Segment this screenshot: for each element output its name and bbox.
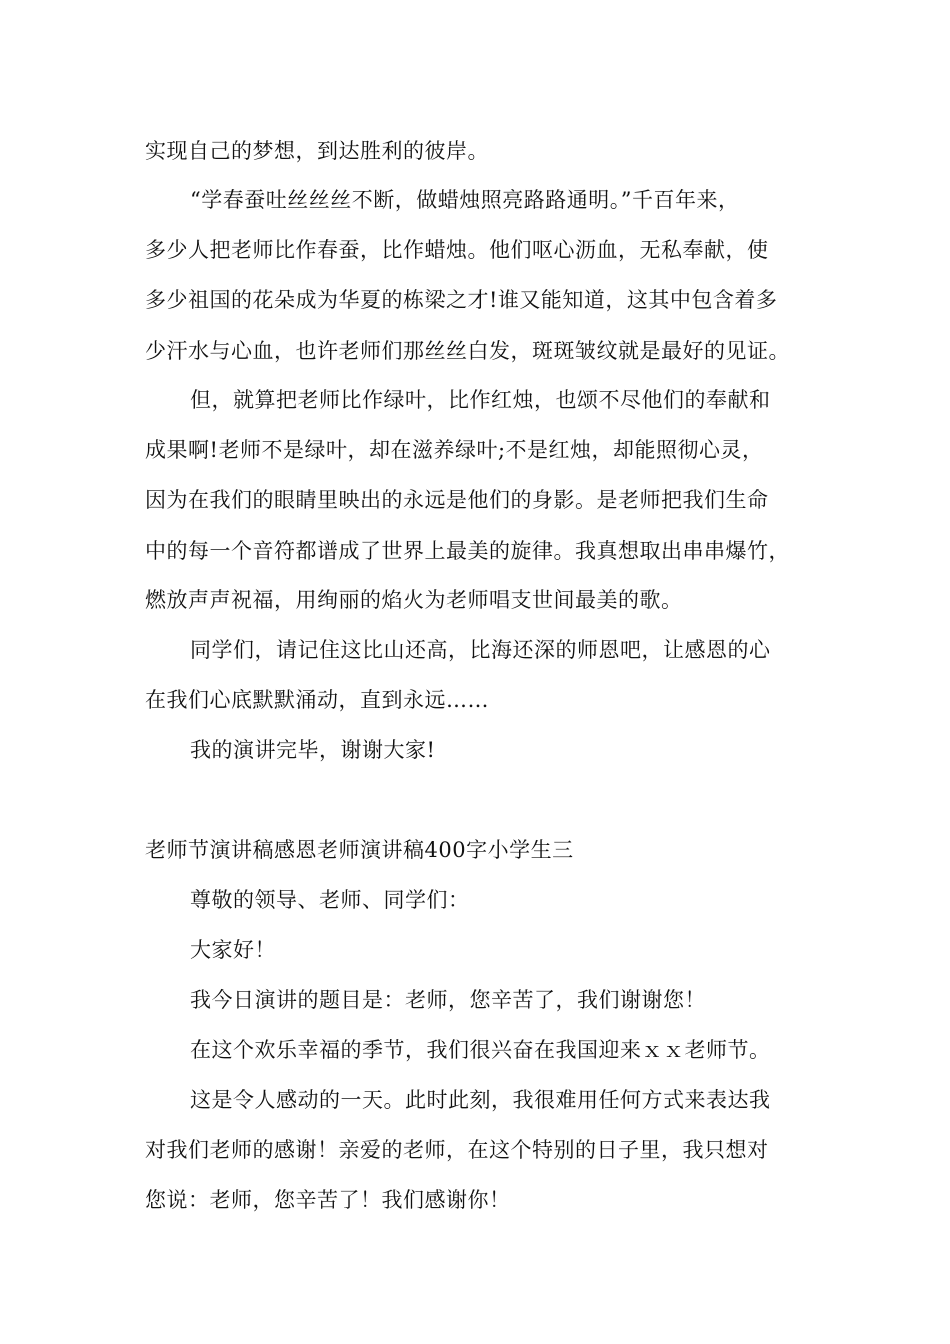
paragraph-line: 燃放声声祝福，用绚丽的焰火为老师唱支世间最美的歌。 xyxy=(145,588,683,612)
paragraph-line: 成果啊!老师不是绿叶，却在滋养绿叶;不是红烛，却能照彻心灵， xyxy=(145,438,764,462)
paragraph-line: 大家好！ xyxy=(190,938,276,962)
paragraph-line: 多少人把老师比作春蚕，比作蜡烛。他们呕心沥血，无私奉献，使 xyxy=(145,238,769,262)
section-title: 老师节演讲稿感恩老师演讲稿400字小学生三 xyxy=(145,838,574,862)
paragraph-line: 这是令人感动的一天。此时此刻，我很难用任何方式来表达我 xyxy=(190,1088,771,1112)
paragraph-line: 同学们，请记住这比山还高，比海还深的师恩吧，让感恩的心 xyxy=(190,638,771,662)
paragraph-line: 在我们心底默默涌动，直到永远…… xyxy=(145,688,489,712)
paragraph-line: 实现自己的梦想，到达胜利的彼岸。 xyxy=(145,139,489,163)
paragraph-line: 少汗水与心血，也许老师们那丝丝白发，斑斑皱纹就是最好的见证。 xyxy=(145,339,790,363)
paragraph-line: 我的演讲完毕，谢谢大家! xyxy=(190,738,436,762)
paragraph-line: 因为在我们的眼睛里映出的永远是他们的身影。是老师把我们生命 xyxy=(145,488,769,512)
paragraph-line: “学春蚕吐丝丝丝不断，做蜡烛照亮路路通明。”千百年来， xyxy=(190,188,740,212)
paragraph-line: 您说：老师，您辛苦了！我们感谢你！ xyxy=(145,1188,511,1212)
paragraph-line: 中的每一个音符都谱成了世界上最美的旋律。我真想取出串串爆竹， xyxy=(145,539,790,563)
paragraph-line: 在这个欢乐幸福的季节，我们很兴奋在我国迎来ｘｘ老师节。 xyxy=(190,1038,771,1062)
paragraph-line: 对我们老师的感谢！亲爱的老师，在这个特别的日子里，我只想对 xyxy=(145,1138,769,1162)
paragraph-line: 尊敬的领导、老师、同学们： xyxy=(190,888,470,912)
paragraph-line: 多少祖国的花朵成为华夏的栋梁之才!谁又能知道，这其中包含着多 xyxy=(145,288,778,312)
paragraph-line: 我今日演讲的题目是：老师，您辛苦了，我们谢谢您！ xyxy=(190,988,706,1012)
paragraph-line: 但，就算把老师比作绿叶，比作红烛，也颂不尽他们的奉献和 xyxy=(190,388,771,412)
